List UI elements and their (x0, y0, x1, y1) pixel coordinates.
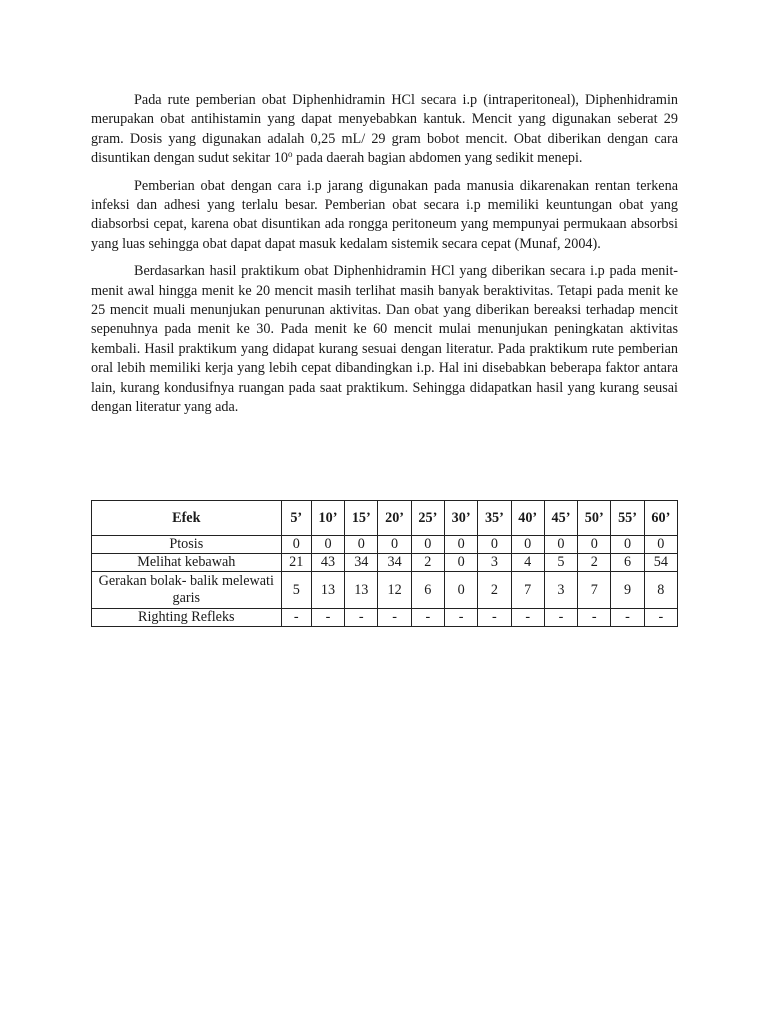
effects-table (91, 500, 678, 627)
table-cell: 2 (411, 554, 444, 572)
column-header-minute: 40’ (511, 501, 544, 536)
table-cell: 2 (578, 554, 611, 572)
paragraph-text: Pada rute pemberian obat Diphenhidramin HCl secara i.p (intraperitoneal), Diphenhidramin merupakan obat antihistamin yang dapat menyebabkan kantuk. Mencit yang digunakan seberat 29 gram. Dosis yang digunakan adalah 0,25 mL/ 29 gram bobot mencit. Obat diberikan dengan cara disuntikan dengan sudut sekitar 10 (91, 92, 678, 167)
table-cell: 9 (611, 572, 644, 609)
table-cell: 3 (544, 572, 577, 609)
column-header-minute: 35’ (478, 501, 511, 536)
table-cell: 0 (478, 536, 511, 554)
table-cell: 0 (644, 536, 677, 554)
effects-table-body (92, 536, 678, 627)
table-cell: 4 (511, 554, 544, 572)
table-cell: 34 (378, 554, 411, 572)
degree-superscript: o (288, 149, 293, 160)
table-cell: 43 (311, 554, 344, 572)
table-cell: 0 (611, 536, 644, 554)
table-row (92, 609, 678, 627)
column-header-minute: 5’ (281, 501, 311, 536)
table-cell: 0 (511, 536, 544, 554)
document-body (91, 91, 678, 426)
paragraph-route-description (91, 91, 678, 169)
table-cell: 54 (644, 554, 677, 572)
table-cell: 0 (578, 536, 611, 554)
row-label: Ptosis (92, 536, 282, 554)
table-cell: 6 (611, 554, 644, 572)
paragraph-results-discussion: Berdasarkan hasil praktikum obat Diphenhidramin HCl yang diberikan secara i.p pada menit-menit awal hingga menit ke 20 mencit masih terlihat masih banyak beraktivitas. Tetapi pada menit ke 25 mencit muali menunjukan penurunan aktivitas. Dan obat yang diberikan bereaksi terhadap mencit sepenuhnya pada menit ke 30. Pada menit ke 60 mencit mulai menunjukan peningkatan aktivitas kembali. Hasil praktikum yang didapat kurang sesuai dengan literatur. Pada praktikum rute pemberian oral lebih memiliki kerja yang lebih cepat dibandingkan i.p. Hal ini disebabkan beberapa faktor antara lain, kurang kondusifnya ruangan pada saat praktikum. Sehingga didapatkan hasil yang kurang seusai dengan literatur yang ada. (91, 263, 678, 416)
column-header-minute: 50’ (578, 501, 611, 536)
column-header-minute: 30’ (444, 501, 477, 536)
table-cell: 0 (345, 536, 378, 554)
table-row (92, 554, 678, 572)
table-row (92, 572, 678, 609)
column-header-effect: Efek (92, 501, 282, 536)
effects-table-header (92, 501, 678, 536)
table-cell: - (511, 609, 544, 627)
table-cell: 0 (281, 536, 311, 554)
column-header-minute: 55’ (611, 501, 644, 536)
table-cell: 5 (544, 554, 577, 572)
row-label: Melihat kebawah (92, 554, 282, 572)
paragraph-ip-advantages: Pemberian obat dengan cara i.p jarang digunakan pada manusia dikarenakan rentan terkena infeksi dan adhesi yang terlalu besar. Pemberian obat secara i.p memiliki keuntungan obat yang diabsorbsi cepat, karena obat disuntikan ada rongga peritoneum yang mempunyai permukaan absorbsi yang luas sehingga obat dapat dapat masuk kedalam sistemik secara cepat (Munaf, 2004). (91, 177, 678, 252)
column-header-minute: 10’ (311, 501, 344, 536)
row-label: Gerakan bolak- balik melewati garis (92, 572, 282, 609)
column-header-minute: 15’ (345, 501, 378, 536)
table-cell: 8 (644, 572, 677, 609)
table-cell: - (444, 609, 477, 627)
table-cell: 7 (578, 572, 611, 609)
column-header-minute: 60’ (644, 501, 677, 536)
table-cell: 0 (444, 554, 477, 572)
table-cell: 21 (281, 554, 311, 572)
table-cell: - (345, 609, 378, 627)
table-cell: - (411, 609, 444, 627)
table-cell: 5 (281, 572, 311, 609)
table-cell: 0 (444, 536, 477, 554)
table-cell: 34 (345, 554, 378, 572)
column-header-minute: 20’ (378, 501, 411, 536)
paragraph-text: pada daerah bagian abdomen yang sedikit menepi. (292, 150, 583, 167)
table-cell: 13 (311, 572, 344, 609)
table-cell: - (578, 609, 611, 627)
table-cell: 13 (345, 572, 378, 609)
table-cell: 6 (411, 572, 444, 609)
table-cell: - (378, 609, 411, 627)
table-cell: 12 (378, 572, 411, 609)
table-cell: - (311, 609, 344, 627)
table-cell: 0 (311, 536, 344, 554)
table-cell: 7 (511, 572, 544, 609)
table-cell: 0 (444, 572, 477, 609)
table-cell: - (544, 609, 577, 627)
header-row (92, 501, 678, 536)
table-cell: 0 (378, 536, 411, 554)
table-cell: - (611, 609, 644, 627)
table-cell: - (281, 609, 311, 627)
table-cell: 3 (478, 554, 511, 572)
column-header-minute: 45’ (544, 501, 577, 536)
table-cell: 0 (411, 536, 444, 554)
table-cell: - (644, 609, 677, 627)
column-header-minute: 25’ (411, 501, 444, 536)
row-label: Righting Refleks (92, 609, 282, 627)
table-cell: - (478, 609, 511, 627)
table-row (92, 536, 678, 554)
table-cell: 0 (544, 536, 577, 554)
table-cell: 2 (478, 572, 511, 609)
